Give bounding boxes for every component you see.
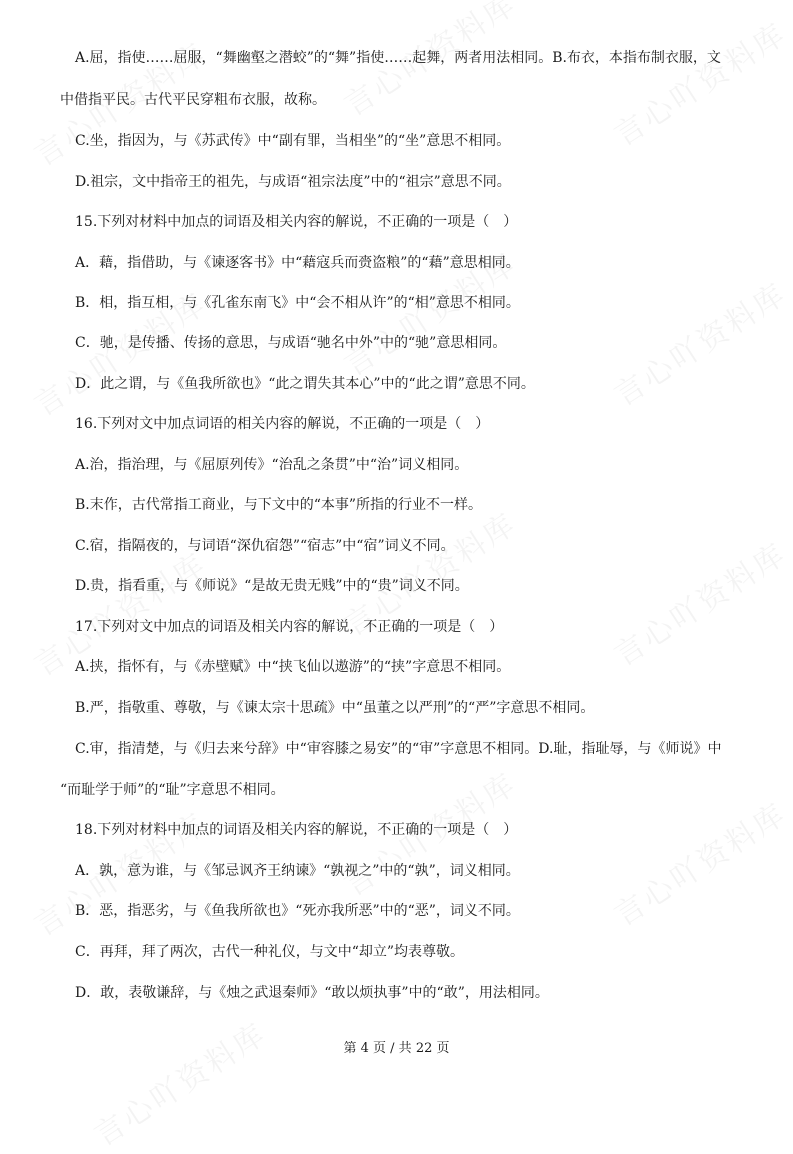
option-d-q18: D．敢，表敬谦辞，与《烛之武退秦师》“敢以烦执事”中的“敢”，用法相同。 xyxy=(75,985,549,1001)
option-c-q17: C.审，指清楚，与《归去来兮辞》中“审容膝之易安”的“审”字意思不相同。D.耻，指耻辱，与《师说》中 xyxy=(75,741,722,757)
option-a-q16: A.治，指治理，与《屈原列传》“治乱之条贯”中“治”词义相同。 xyxy=(75,457,469,473)
option-b-q18: B．恶，指恶劣，与《鱼我所欲也》“死亦我所恶”中的“恶”，词义不同。 xyxy=(75,903,520,919)
option-a-q18: A．孰，意为谁，与《邹忌讽齐王纳谏》“孰视之”中的“孰”，词义相同。 xyxy=(75,863,520,879)
option-d-q16: D.贵，指看重，与《师说》“是故无贵无贱”中的“贵”词义不同。 xyxy=(75,578,469,594)
option-c-q15: C．驰，是传播、传扬的意思，与成语“驰名中外”中的“驰”意思相同。 xyxy=(75,335,507,351)
option-d-q15: D．此之谓，与《鱼我所欲也》“此之谓失其本心”中的“此之谓”意思不同。 xyxy=(75,376,535,392)
question-16: 16.下列对文中加点词语的相关内容的解说，不正确的一项是（ ） xyxy=(75,416,490,432)
option-c-q16: C.宿，指隔夜的，与词语“深仇宿怨”“宿志”中“宿”词义不同。 xyxy=(75,538,455,554)
option-b-q14-cont: 中借指平民。古代平民穿粗布衣服，故称。 xyxy=(60,92,326,108)
question-17: 17.下列对文中加点的词语及相关内容的解说，不正确的一项是（ ） xyxy=(75,619,504,635)
option-a-q14: A.屈，指使……屈服，“舞幽壑之潜蛟”的“舞”指使……起舞，两者用法相同。B.布衣，本指布制衣服，文 xyxy=(75,50,721,66)
option-a-q17: A.挟，指怀有，与《赤壁赋》中“挟飞仙以遨游”的“挟”字意思不相同。 xyxy=(75,659,511,675)
option-c-q14: C.坐，指因为，与《苏武传》中“副有罪，当相坐”的“坐”意思不相同。 xyxy=(75,133,511,149)
option-d-q17-cont: “而耻学于师”的“耻”字意思不相同。 xyxy=(60,782,285,798)
option-a-q15: A．藉，指借助，与《谏逐客书》中“藉寇兵而赍盗粮”的“藉”意思相同。 xyxy=(75,255,520,271)
page-footer: 第 4 页 / 共 22 页 xyxy=(343,1041,450,1056)
option-d-q14: D.祖宗，文中指帝王的祖先，与成语“祖宗法度”中的“祖宗”意思不同。 xyxy=(75,174,511,190)
option-b-q15: B．相，指互相，与《孔雀东南飞》中“会不相从许”的“相”意思不相同。 xyxy=(75,295,520,311)
question-15: 15.下列对材料中加点的词语及相关内容的解说，不正确的一项是（ ） xyxy=(75,214,518,230)
question-18: 18.下列对材料中加点的词语及相关内容的解说，不正确的一项是（ ） xyxy=(75,822,518,838)
option-b-q17: B.严，指敬重、尊敬，与《谏太宗十思疏》中“虽董之以严刑”的“严”字意思不相同。 xyxy=(75,700,595,716)
option-b-q16: B.末作，古代常指工商业，与下文中的“本事”所指的行业不一样。 xyxy=(75,497,483,513)
watermark-text xyxy=(84,1010,274,1154)
option-c-q18: C．再拜，拜了两次，古代一种礼仪，与文中“却立”均表尊敬。 xyxy=(75,944,465,960)
